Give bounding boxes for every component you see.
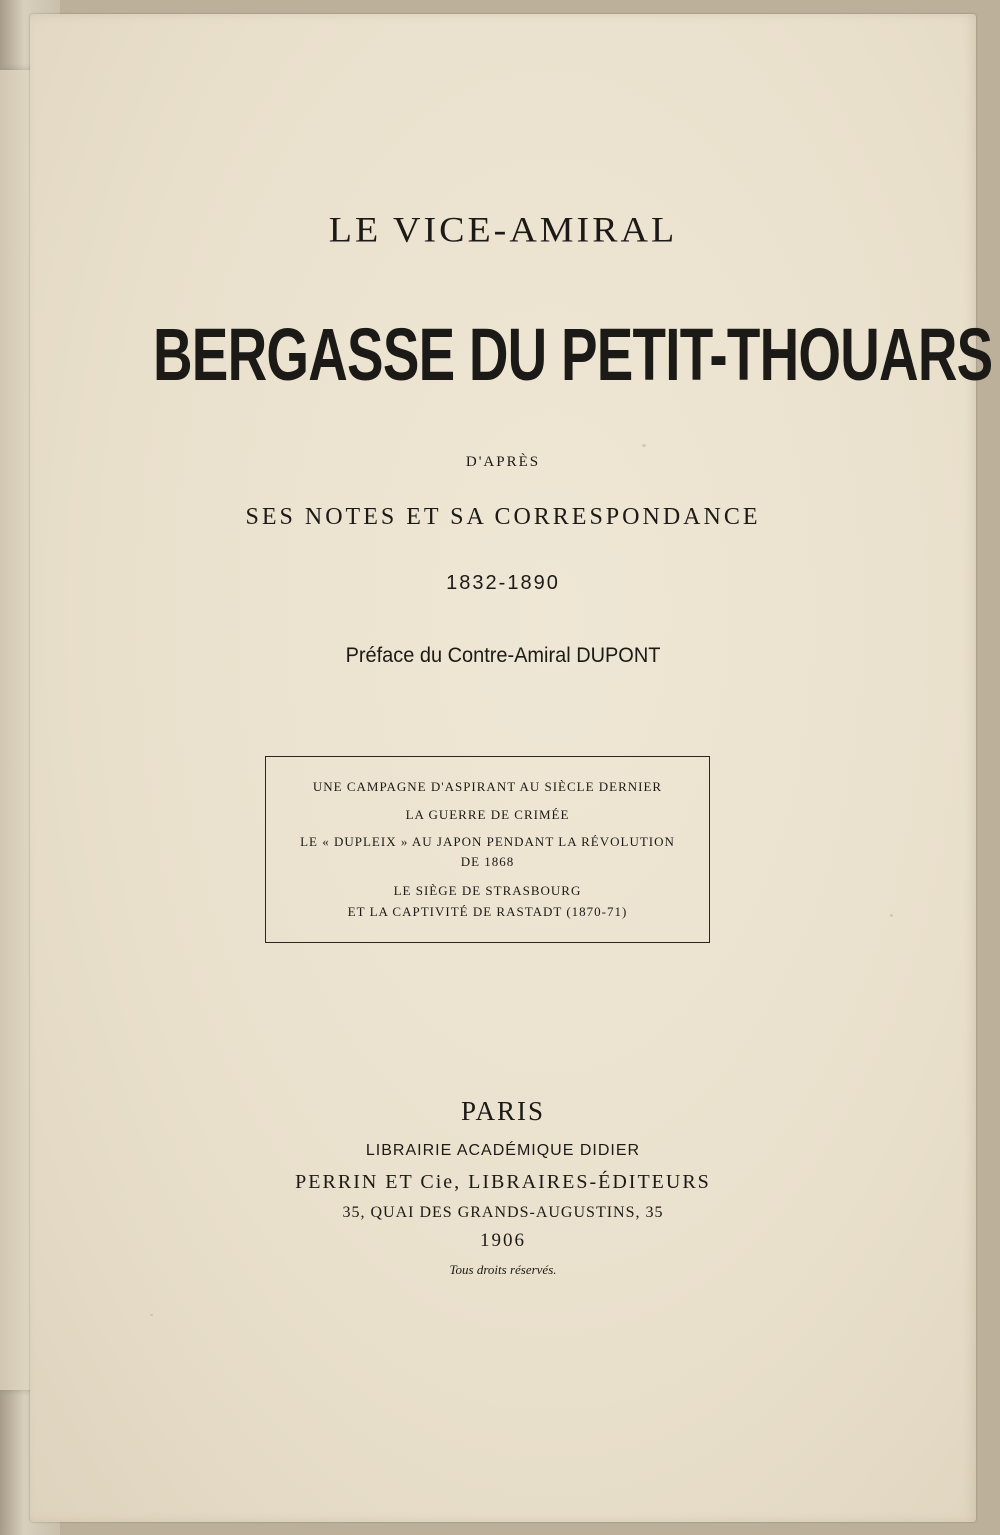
subtitle-rank: LE VICE-AMIRAL <box>328 210 678 250</box>
paper-fleck <box>642 444 646 447</box>
contents-item: LE SIÈGE DE STRASBOURG <box>393 883 582 898</box>
imprint-publisher-1: LIBRAIRIE ACADÉMIQUE DIDIER <box>365 1142 641 1159</box>
dates: 1832-1890 <box>446 572 560 594</box>
contents-item: LE « DUPLEIX » AU JAPON PENDANT LA RÉVOLUTION <box>300 834 675 849</box>
contents-item: LA GUERRE DE CRIMÉE <box>405 807 570 822</box>
preface-credit: Préface du Contre-Amiral DUPONT <box>345 644 661 667</box>
title-page <box>30 14 993 1522</box>
contents-box <box>265 756 710 943</box>
paper-fleck <box>150 1314 153 1316</box>
main-title: BERGASSE DU PETIT-THOUARS <box>152 313 993 396</box>
rights-notice: Tous droits réservés. <box>449 1262 557 1277</box>
dapres-label: D'APRÈS <box>465 454 541 470</box>
imprint-publisher-2: PERRIN ET Cie, LIBRAIRES-ÉDITEURS <box>295 1171 711 1193</box>
contents-item: DE 1868 <box>460 854 515 869</box>
paper-fleck <box>890 914 893 917</box>
contents-item: UNE CAMPAGNE D'ASPIRANT AU SIÈCLE DERNIER <box>312 779 663 794</box>
subtitle-notes: SES NOTES ET SA CORRESPONDANCE <box>245 504 761 530</box>
contents-item: ET LA CAPTIVITÉ DE RASTADT (1870-71) <box>347 904 628 919</box>
imprint-city: PARIS <box>460 1096 546 1126</box>
imprint-address: 35, QUAI DES GRANDS-AUGUSTINS, 35 <box>342 1204 664 1221</box>
imprint-year: 1906 <box>480 1230 526 1251</box>
